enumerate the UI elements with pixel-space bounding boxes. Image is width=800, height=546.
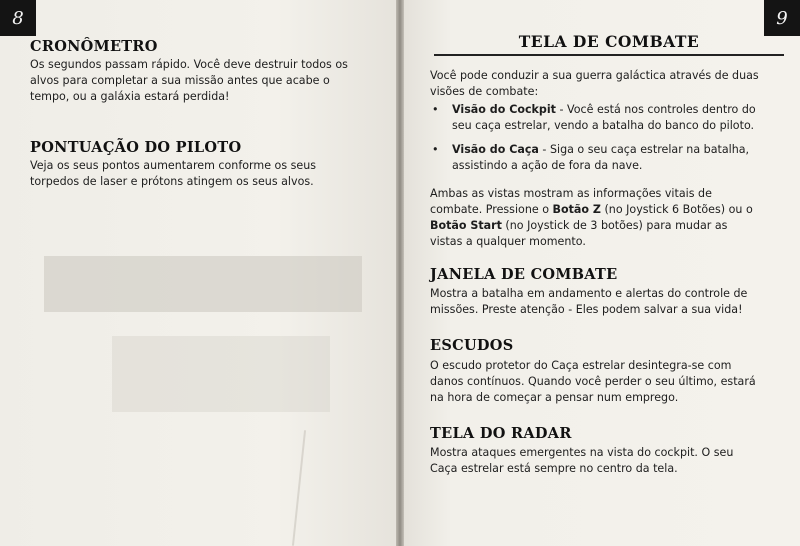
view-list — [430, 102, 760, 182]
page-title-block — [434, 30, 784, 58]
section-body-janela: Mostra a batalha em andamento e alertas do controle de missões. Preste atenção - Eles podem salvar a sua vida! — [430, 287, 748, 316]
bullet-icon: • — [432, 103, 439, 116]
page-number-tab — [0, 0, 36, 36]
switch-views-text — [430, 186, 760, 250]
button-z-label: Botão Z — [552, 203, 601, 216]
bleed-through-shape — [112, 336, 330, 412]
section-heading-janela: JANELA DE COMBATE — [430, 266, 618, 283]
section-body-escudos: O escudo protetor do Caça estrelar desintegra-se com danos contínuos. Quando você perder o seu último, estará na hora de começar a pensar num emprego. — [430, 359, 756, 404]
section-heading-cronometro: CRONÔMETRO — [30, 38, 158, 55]
page-number: 8 — [12, 7, 24, 29]
section-body-cronometro: Os segundos passam rápido. Você deve destruir todos os alvos para completar a sua missão antes que acabe o tempo, ou a galáxia estará perdida! — [30, 58, 348, 103]
section-heading-radar: TELA DO RADAR — [430, 425, 572, 442]
left-page — [0, 0, 396, 546]
bleed-through-shape — [44, 256, 362, 312]
list-item — [430, 102, 760, 134]
page-title: TELA DE COMBATE — [518, 32, 700, 51]
section-heading-escudos: ESCUDOS — [430, 337, 514, 354]
switch-text-part: (no Joystick 6 Botões) ou o — [600, 203, 753, 216]
section-body-pontuacao: Veja os seus pontos aumentarem conforme os seus torpedos de laser e prótons atingem os seus alvos. — [30, 159, 317, 188]
button-start-label: Botão Start — [430, 219, 502, 232]
section-heading-pontuacao: PONTUAÇÃO DO PILOTO — [30, 139, 242, 156]
section-body-radar: Mostra ataques emergentes na vista do cockpit. O seu Caça estrelar está sempre no centro da tela. — [430, 446, 734, 475]
bullet-label: Visão do Cockpit — [452, 103, 556, 116]
list-item — [430, 142, 760, 174]
switch-text-part: (no Joystick de 3 botões) para mudar as vistas a qualquer momento. — [430, 219, 728, 248]
book-gutter — [396, 0, 404, 546]
bullet-label: Visão do Caça — [452, 143, 539, 156]
title-underline — [434, 54, 784, 56]
switch-text-part: Ambas as vistas mostram as informações vitais de combate. Pressione o — [430, 187, 712, 216]
intro-text: Você pode conduzir a sua guerra galáctica através de duas visões de combate: — [430, 69, 759, 98]
bullet-text: - Você está nos controles dentro do seu caça estrelar, vendo a batalha do banco do piloto. — [452, 103, 756, 132]
right-page — [404, 0, 800, 546]
bullet-icon: • — [432, 143, 439, 156]
page-number: 9 — [776, 7, 788, 29]
bullet-text: - Siga o seu caça estrelar na batalha, assistindo a ação de fora da nave. — [452, 143, 750, 172]
paper-crease — [292, 430, 306, 546]
